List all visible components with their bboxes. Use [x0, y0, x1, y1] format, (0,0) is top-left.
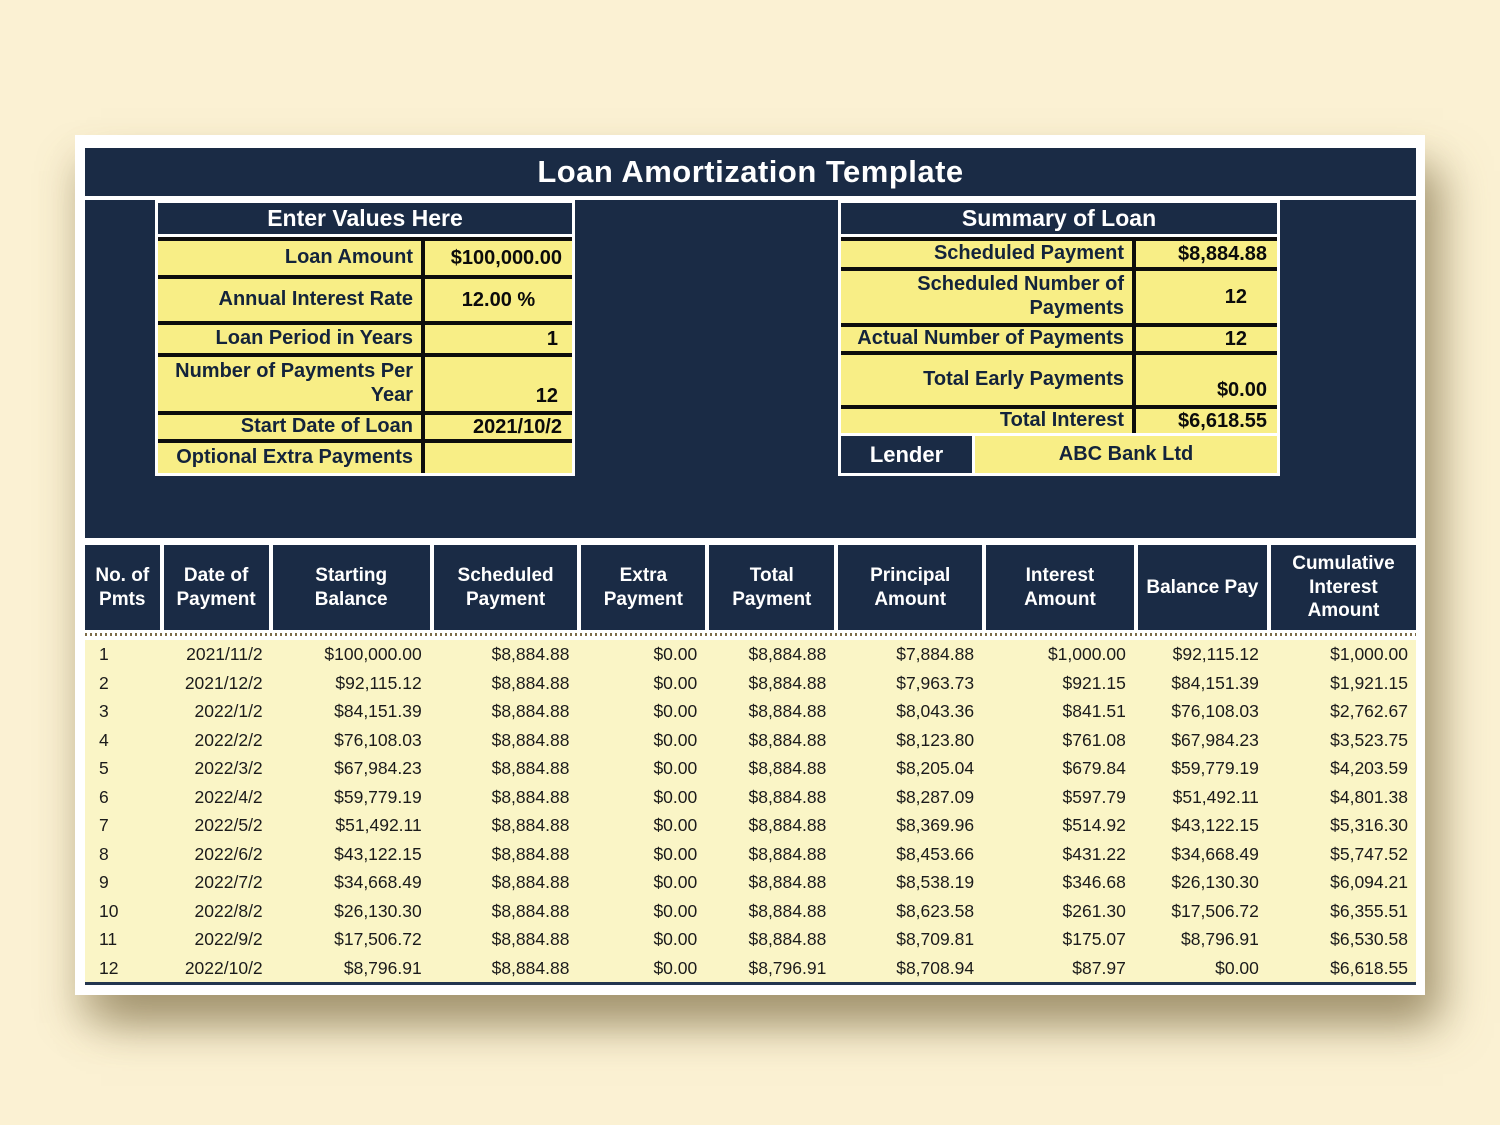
- column-header-starting-balance: Starting Balance: [273, 545, 430, 630]
- cell-starting-balance: $59,779.19: [334, 786, 422, 807]
- column-header-principal-amount: Principal Amount: [838, 545, 982, 630]
- cell-total-payment: $8,884.88: [748, 758, 827, 778]
- scheduled-payment-row: [841, 237, 1277, 267]
- cell-total-payment: $8,884.88: [748, 672, 827, 693]
- cell-no-of-pmts: 8: [99, 843, 109, 864]
- cell-extra-payment: $0.00: [653, 672, 698, 693]
- cell-balance-pay: $59,779.19: [1171, 758, 1259, 778]
- early-payments-label: Total Early Payments: [841, 355, 1136, 405]
- cell-balance-pay: $34,668.49: [1171, 843, 1259, 864]
- scheduled-number-label: Scheduled Number of Payments: [841, 271, 1136, 323]
- cell-scheduled-payment: $8,884.88: [491, 758, 570, 778]
- cell-date-of-payment: 2022/5/2: [194, 815, 263, 835]
- extra-payments-input[interactable]: [425, 443, 572, 473]
- cell-total-payment: $8,884.88: [748, 900, 827, 921]
- cell-no-of-pmts: 4: [99, 729, 109, 750]
- scheduled-number-value: 12: [1136, 271, 1277, 323]
- cell-scheduled-payment: $8,884.88: [491, 815, 570, 835]
- cell-extra-payment: $0.00: [653, 957, 698, 978]
- cell-principal-amount: $8,205.04: [896, 758, 975, 778]
- early-payments-value: $0.00: [1136, 355, 1277, 405]
- payments-per-year-label: Number of Payments Per Year: [158, 357, 425, 411]
- cell-balance-pay: $43,122.15: [1171, 815, 1259, 835]
- cell-no-of-pmts: 5: [99, 758, 109, 778]
- table-row: [85, 840, 1416, 869]
- cell-scheduled-payment: $8,884.88: [491, 672, 570, 693]
- lender-label: Lender: [841, 436, 975, 473]
- loan-period-row: [158, 321, 572, 353]
- table-row: [85, 868, 1416, 897]
- column-header-interest-amount: Interest Amount: [986, 545, 1134, 630]
- cell-date-of-payment: 2022/2/2: [194, 729, 263, 750]
- cell-extra-payment: $0.00: [653, 701, 698, 721]
- cell-date-of-payment: 2022/3/2: [194, 758, 263, 778]
- total-interest-label: Total Interest: [841, 409, 1136, 433]
- start-date-label: Start Date of Loan: [158, 415, 425, 439]
- cell-no-of-pmts: 7: [99, 815, 109, 835]
- cell-no-of-pmts: 12: [99, 957, 119, 978]
- cell-interest-amount: $514.92: [1062, 815, 1126, 835]
- cell-interest-amount: $921.15: [1062, 672, 1126, 693]
- cell-scheduled-payment: $8,884.88: [491, 786, 570, 807]
- cell-extra-payment: $0.00: [653, 929, 698, 949]
- summary-header: Summary of Loan: [841, 203, 1277, 237]
- cell-extra-payment: $0.00: [653, 644, 698, 664]
- cell-date-of-payment: 2022/1/2: [194, 701, 263, 721]
- header-body-separator: [85, 630, 1416, 640]
- cell-scheduled-payment: $8,884.88: [491, 900, 570, 921]
- cell-balance-pay: $76,108.03: [1171, 701, 1259, 721]
- cell-scheduled-payment: $8,884.88: [491, 957, 570, 978]
- cell-starting-balance: $8,796.91: [343, 957, 422, 978]
- table-row: [85, 669, 1416, 698]
- lender-name-input[interactable]: ABC Bank Ltd: [975, 436, 1277, 473]
- table-body: [85, 640, 1416, 982]
- cell-principal-amount: $8,623.58: [896, 900, 975, 921]
- cell-date-of-payment: 2022/6/2: [194, 843, 263, 864]
- cell-balance-pay: $84,151.39: [1171, 672, 1259, 693]
- cell-date-of-payment: 2022/9/2: [194, 929, 263, 949]
- actual-number-value: 12: [1136, 327, 1277, 351]
- cell-principal-amount: $8,453.66: [896, 843, 975, 864]
- cell-cumulative-interest: $3,523.75: [1330, 729, 1408, 750]
- table-row: [85, 640, 1416, 669]
- extra-payments-label: Optional Extra Payments: [158, 443, 425, 473]
- cell-principal-amount: $8,708.94: [896, 957, 975, 978]
- column-header-no-of-pmts: No. of Pmts: [85, 545, 160, 630]
- cell-starting-balance: $67,984.23: [334, 758, 422, 778]
- cell-no-of-pmts: 3: [99, 701, 109, 721]
- loan-amount-input[interactable]: $100,000.00: [425, 241, 572, 275]
- top-panel: [85, 200, 1416, 538]
- cell-cumulative-interest: $6,618.55: [1330, 957, 1408, 978]
- summary-panel: [838, 200, 1280, 476]
- cell-starting-balance: $43,122.15: [334, 843, 422, 864]
- loan-period-label: Loan Period in Years: [158, 325, 425, 353]
- template-card: [75, 135, 1425, 995]
- cell-total-payment: $8,884.88: [748, 843, 827, 864]
- column-header-total-payment: Total Payment: [709, 545, 834, 630]
- cell-principal-amount: $8,709.81: [896, 929, 975, 949]
- cell-total-payment: $8,884.88: [748, 644, 827, 664]
- cell-total-payment: $8,884.88: [748, 872, 827, 892]
- cell-interest-amount: $761.08: [1062, 729, 1126, 750]
- cell-extra-payment: $0.00: [653, 872, 698, 892]
- cell-starting-balance: $76,108.03: [334, 729, 422, 750]
- cell-balance-pay: $67,984.23: [1171, 729, 1259, 750]
- cell-extra-payment: $0.00: [653, 758, 698, 778]
- title-bar: [85, 148, 1416, 196]
- cell-interest-amount: $87.97: [1072, 957, 1126, 978]
- table-row: [85, 954, 1416, 983]
- cell-scheduled-payment: $8,884.88: [491, 929, 570, 949]
- cell-interest-amount: $261.30: [1062, 900, 1126, 921]
- scheduled-number-row: [841, 267, 1277, 323]
- loan-amount-label: Loan Amount: [158, 241, 425, 275]
- cell-interest-amount: $841.51: [1062, 701, 1126, 721]
- cell-interest-amount: $1,000.00: [1047, 644, 1126, 664]
- cell-no-of-pmts: 1: [99, 644, 109, 664]
- cell-principal-amount: $7,884.88: [896, 644, 975, 664]
- total-interest-row: [841, 405, 1277, 433]
- cell-date-of-payment: 2021/11/2: [186, 644, 263, 664]
- cell-total-payment: $8,884.88: [748, 815, 827, 835]
- cell-extra-payment: $0.00: [653, 786, 698, 807]
- cell-extra-payment: $0.00: [653, 815, 698, 835]
- column-header-scheduled-payment: Scheduled Payment: [434, 545, 578, 630]
- extra-payments-row: [158, 439, 572, 473]
- cell-cumulative-interest: $1,000.00: [1330, 644, 1408, 664]
- column-header-extra-payment: Extra Payment: [581, 545, 705, 630]
- cell-principal-amount: $8,043.36: [896, 701, 975, 721]
- cell-principal-amount: $8,369.96: [896, 815, 975, 835]
- scheduled-payment-value: $8,884.88: [1136, 241, 1277, 267]
- cell-principal-amount: $8,287.09: [896, 786, 975, 807]
- loan-period-input[interactable]: 1: [425, 325, 572, 353]
- cell-date-of-payment: 2022/7/2: [194, 872, 263, 892]
- cell-scheduled-payment: $8,884.88: [491, 872, 570, 892]
- scheduled-payment-label: Scheduled Payment: [841, 241, 1136, 267]
- table-bottom-border: [85, 982, 1416, 985]
- table-row: [85, 811, 1416, 840]
- interest-rate-row: [158, 275, 572, 321]
- cell-cumulative-interest: $4,801.38: [1330, 786, 1408, 807]
- cell-cumulative-interest: $5,747.52: [1330, 843, 1408, 864]
- actual-number-label: Actual Number of Payments: [841, 327, 1136, 351]
- cell-balance-pay: $8,796.91: [1181, 929, 1259, 949]
- table-row: [85, 697, 1416, 726]
- cell-cumulative-interest: $1,921.15: [1330, 672, 1408, 693]
- cell-no-of-pmts: 11: [99, 929, 118, 949]
- cell-cumulative-interest: $2,762.67: [1330, 701, 1408, 721]
- cell-cumulative-interest: $6,355.51: [1330, 900, 1408, 921]
- cell-starting-balance: $26,130.30: [334, 900, 422, 921]
- cell-date-of-payment: 2022/4/2: [194, 786, 263, 807]
- cell-interest-amount: $431.22: [1062, 843, 1126, 864]
- table-row: [85, 754, 1416, 783]
- interest-rate-input[interactable]: 12.00 %: [425, 279, 572, 321]
- table-row: [85, 726, 1416, 755]
- cell-cumulative-interest: $4,203.59: [1330, 758, 1408, 778]
- column-header-balance-pay: Balance Pay: [1138, 545, 1267, 630]
- payments-per-year-row: [158, 353, 572, 411]
- page-title: Loan Amortization Template: [537, 154, 964, 189]
- cell-total-payment: $8,884.88: [748, 701, 827, 721]
- cell-starting-balance: $92,115.12: [335, 672, 422, 693]
- cell-principal-amount: $8,538.19: [896, 872, 975, 892]
- cell-total-payment: $8,884.88: [748, 929, 827, 949]
- cell-principal-amount: $7,963.73: [896, 672, 975, 693]
- cell-cumulative-interest: $6,530.58: [1330, 929, 1408, 949]
- enter-values-header: Enter Values Here: [158, 203, 572, 237]
- column-header-cumulative-interest: Cumulative Interest Amount: [1271, 545, 1416, 630]
- cell-cumulative-interest: $6,094.21: [1330, 872, 1408, 892]
- table-row: [85, 925, 1416, 954]
- cell-balance-pay: $26,130.30: [1171, 872, 1259, 892]
- cell-balance-pay: $51,492.11: [1172, 786, 1259, 807]
- cell-total-payment: $8,796.91: [748, 957, 827, 978]
- table-row: [85, 783, 1416, 812]
- cell-balance-pay: $0.00: [1215, 957, 1259, 978]
- cell-total-payment: $8,884.88: [748, 729, 827, 750]
- cell-starting-balance: $51,492.11: [335, 815, 422, 835]
- cell-extra-payment: $0.00: [653, 843, 698, 864]
- enter-values-panel: [155, 200, 575, 476]
- cell-no-of-pmts: 2: [99, 672, 109, 693]
- table-row: [85, 897, 1416, 926]
- total-interest-value: $6,618.55: [1136, 409, 1277, 433]
- loan-amount-row: [158, 237, 572, 275]
- cell-date-of-payment: 2022/10/2: [184, 957, 263, 978]
- cell-extra-payment: $0.00: [653, 729, 698, 750]
- early-payments-row: [841, 351, 1277, 405]
- cell-balance-pay: $17,506.72: [1171, 900, 1259, 921]
- cell-date-of-payment: 2021/12/2: [184, 672, 263, 693]
- cell-starting-balance: $84,151.39: [334, 701, 422, 721]
- cell-total-payment: $8,884.88: [748, 786, 827, 807]
- cell-scheduled-payment: $8,884.88: [491, 701, 570, 721]
- cell-balance-pay: $92,115.12: [1172, 644, 1259, 664]
- table-header-row: [85, 545, 1416, 630]
- cell-scheduled-payment: $8,884.88: [491, 644, 570, 664]
- actual-number-row: [841, 323, 1277, 351]
- cell-principal-amount: $8,123.80: [896, 729, 975, 750]
- cell-cumulative-interest: $5,316.30: [1330, 815, 1408, 835]
- cell-interest-amount: $597.79: [1062, 786, 1126, 807]
- start-date-input[interactable]: 2021/10/2: [425, 415, 572, 439]
- cell-interest-amount: $175.07: [1062, 929, 1126, 949]
- cell-no-of-pmts: 9: [99, 872, 109, 892]
- cell-date-of-payment: 2022/8/2: [194, 900, 263, 921]
- cell-starting-balance: $17,506.72: [334, 929, 422, 949]
- lender-row: [838, 436, 1280, 476]
- cell-scheduled-payment: $8,884.88: [491, 729, 570, 750]
- cell-no-of-pmts: 10: [99, 900, 119, 921]
- cell-no-of-pmts: 6: [99, 786, 109, 807]
- payments-per-year-input[interactable]: 12: [425, 357, 572, 411]
- cell-interest-amount: $679.84: [1062, 758, 1126, 778]
- cell-interest-amount: $346.68: [1062, 872, 1126, 892]
- interest-rate-label: Annual Interest Rate: [158, 279, 425, 321]
- cell-starting-balance: $100,000.00: [324, 644, 422, 664]
- cell-scheduled-payment: $8,884.88: [491, 843, 570, 864]
- column-header-date-of-payment: Date of Payment: [164, 545, 269, 630]
- start-date-row: [158, 411, 572, 439]
- cell-extra-payment: $0.00: [653, 900, 698, 921]
- cell-starting-balance: $34,668.49: [334, 872, 422, 892]
